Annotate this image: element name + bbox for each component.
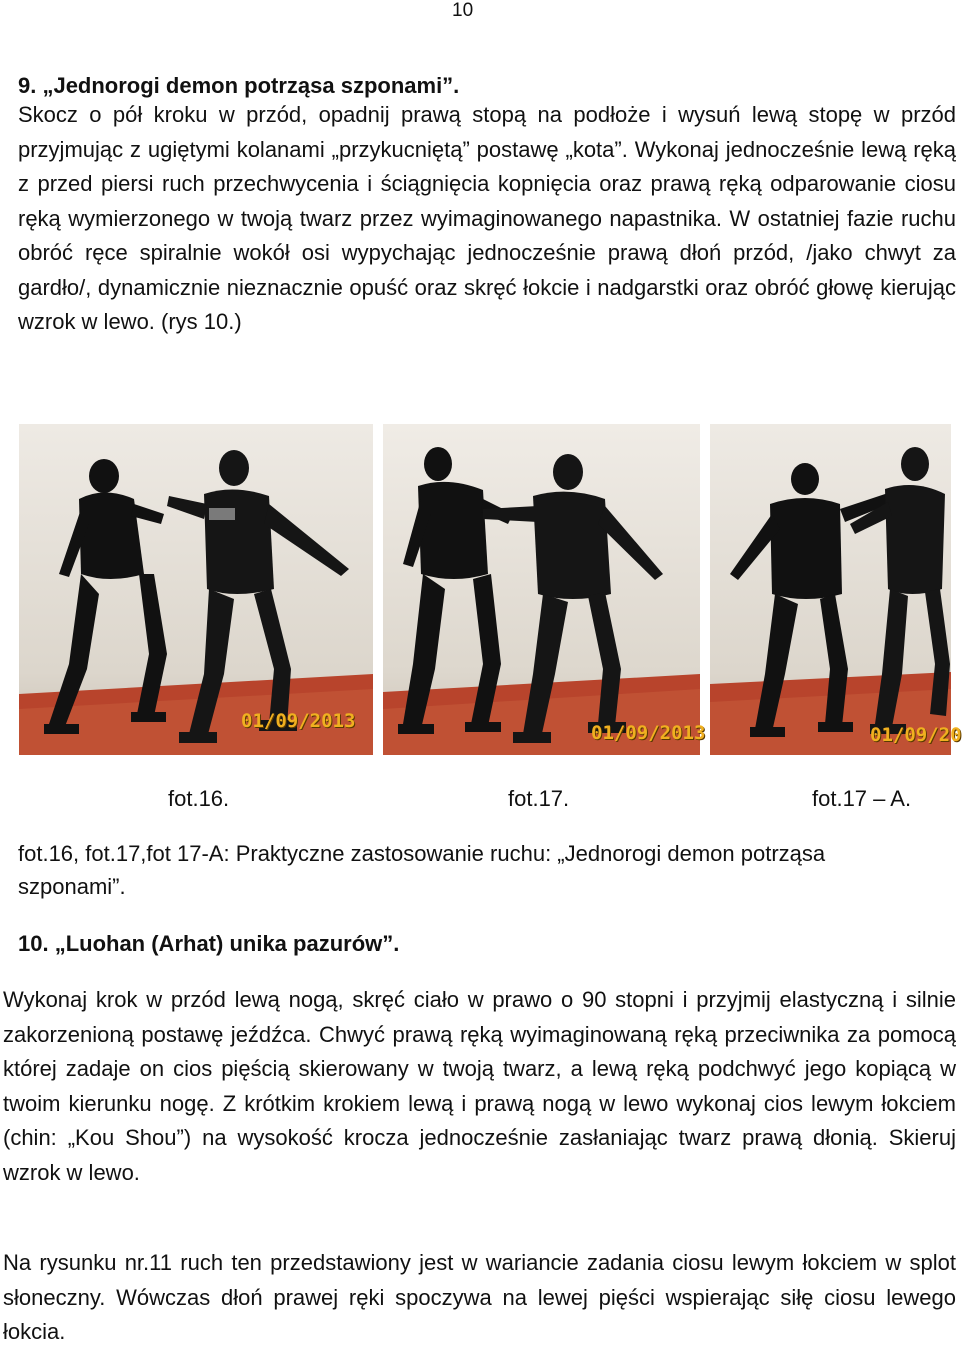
section-10-heading: 10. „Luohan (Arhat) unika pazurów”. <box>18 931 400 956</box>
photo-fot-16-date-stamp: 01/09/2013 <box>241 710 356 732</box>
photo-note: fot.16, fot.17,fot 17-A: Praktyczne zastosowanie ruchu: „Jednorogi demon potrząsa szponami”. <box>18 841 826 899</box>
photo-fot-17a-date-stamp: 01/09/20 <box>870 724 962 746</box>
section-10-paragraph-2: Na rysunku nr.11 ruch ten przedstawiony jest w wariancie zadania ciosu lewym łokciem w splot słoneczny. Wówczas dłoń prawej ręki spoczywa na lewej pięści wspierając siłę ciosu lewego łokcia. <box>3 1250 956 1344</box>
section-9-heading: 9. „Jednorogi demon potrząsa szponami”. <box>18 73 460 98</box>
photo-fot-17a-image <box>710 424 951 755</box>
caption-fot-17a: fot.17 – A. <box>812 786 912 811</box>
photo-fot-16 <box>19 424 373 755</box>
photo-fot-17-image <box>383 424 700 755</box>
page-number: 10 <box>452 0 474 21</box>
section-10-paragraph-1: Wykonaj krok w przód lewą nogą, skręć ciało w prawo o 90 stopni i przyjmij elastyczną i silnie zakorzenioną postawę jeźdźca. Chwyć prawą ręką wyimaginowaną ręką przeciwnika za pomocą której zadaje on cios pięścią skierowany w twoją twarz, a lewą ręką podchwyć jego kopiącą w twoim kierunku nogę. Z krótkim krokiem lewą i prawą nogą w lewo wykonaj cios lewym łokciem (chin: „Kou Shou”) na wysokość krocza jednocześnie zasłaniając twarz prawą dłonią. Skieruj wzrok w lewo. <box>3 987 956 1185</box>
photo-fot-17-date-stamp: 01/09/2013 <box>591 722 706 744</box>
caption-fot-16: fot.16. <box>168 786 230 811</box>
photo-fot-17a <box>710 424 962 755</box>
photo-fot-16-image <box>19 424 373 755</box>
section-9-paragraph: Skocz o pół kroku w przód, opadnij prawą stopą na podłoże i wysuń lewą stopę w przód przyjmując z ugiętymi kolanami „przykucniętą” postawę „kota”. Wykonaj jednocześnie lewą ręką z przed piersi ruch przechwycenia i ściągnięcia kopnięcia oraz prawą ręką odparowanie ciosu ręką wymierzonego w twoją twarz przez wyimaginowanego napastnika. W ostatniej fazie ruchu obróć ręce spiralnie wokół osi wypychając jednocześnie prawą dłoń przód, /jako chwyt za gardło/, dynamicznie nieznacznie opuść oraz skręć łokcie i nadgarstki oraz obróć głowę kierując wzrok w lewo. (rys 10.) <box>18 102 956 334</box>
caption-fot-17: fot.17. <box>508 786 570 811</box>
photo-fot-17 <box>383 424 706 755</box>
